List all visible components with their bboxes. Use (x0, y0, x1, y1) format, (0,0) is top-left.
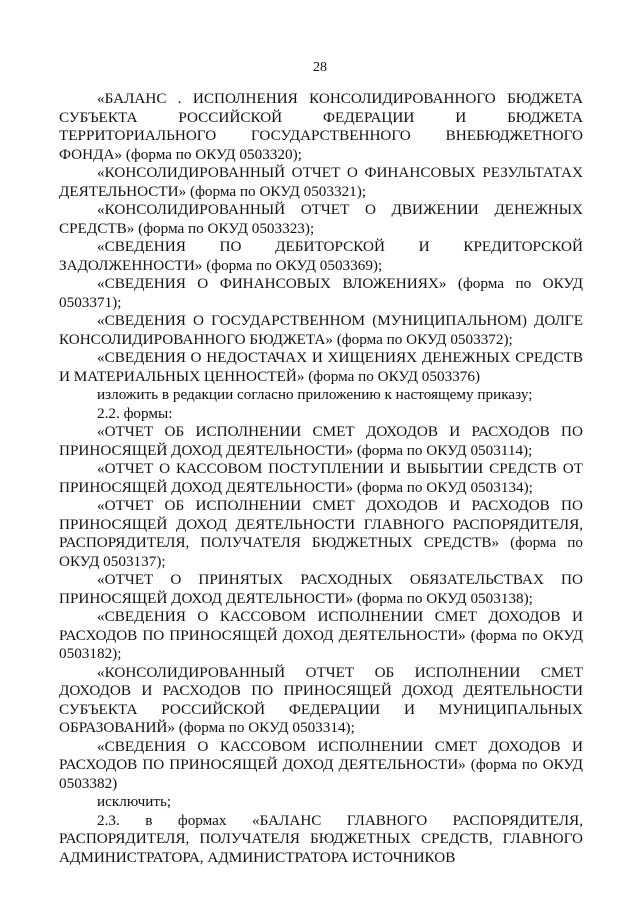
paragraph-section-2-3: 2.3. в формах «БАЛАНС ГЛАВНОГО РАСПОРЯДИТЕЛЯ, РАСПОРЯДИТЕЛЯ, ПОЛУЧАТЕЛЯ БЮДЖЕТНЫХ СРЕДСТВ, ГЛАВНОГО АДМИНИСТРАТОРА, АДМИНИСТРАТОРА ИСТОЧНИКОВ (59, 811, 583, 866)
paragraph-form-0503376: «СВЕДЕНИЯ О НЕДОСТАЧАХ И ХИЩЕНИЯХ ДЕНЕЖНЫХ СРЕДСТВ И МАТЕРИАЛЬНЫХ ЦЕННОСТЕЙ» (форма по ОКУД 0503376) (59, 349, 583, 385)
paragraph-form-0503114: «ОТЧЕТ ОБ ИСПОЛНЕНИИ СМЕТ ДОХОДОВ И РАСХОДОВ ПО ПРИНОСЯЩЕЙ ДОХОД ДЕЯТЕЛЬНОСТИ» (форма по ОКУД 0503114); (59, 423, 583, 459)
paragraph-form-0503372: «СВЕДЕНИЯ О ГОСУДАРСТВЕННОМ (МУНИЦИПАЛЬНОМ) ДОЛГЕ КОНСОЛИДИРОВАННОГО БЮДЖЕТА» (форма по ОКУД 0503372); (59, 312, 583, 348)
paragraph-form-0503321: «КОНСОЛИДИРОВАННЫЙ ОТЧЕТ О ФИНАНСОВЫХ РЕЗУЛЬТАТАХ ДЕЯТЕЛЬНОСТИ» (форма по ОКУД 0503321); (59, 164, 583, 200)
paragraph-exclude-clause: исключить; (97, 793, 172, 810)
paragraph-form-0503320: «БАЛАНС . ИСПОЛНЕНИЯ КОНСОЛИДИРОВАННОГО БЮДЖЕТА СУБЪЕКТА РОССИЙСКОЙ ФЕДЕРАЦИИ И БЮДЖЕТА ТЕРРИТОРИАЛЬНОГО ГОСУДАРСТВЕННОГО ВНЕБЮДЖЕТНОГО ФОНДА» (форма по ОКУД 0503320); (59, 90, 583, 163)
paragraph-form-0503182: «СВЕДЕНИЯ О КАССОВОМ ИСПОЛНЕНИИ СМЕТ ДОХОДОВ И РАСХОДОВ ПО ПРИНОСЯЩЕЙ ДОХОД ДЕЯТЕЛЬНОСТИ» (форма по ОКУД 0503182); (59, 608, 583, 662)
paragraph-section-2-2: 2.2. формы: (97, 404, 173, 422)
paragraph-form-0503382: «СВЕДЕНИЯ О КАССОВОМ ИСПОЛНЕНИИ СМЕТ ДОХОДОВ И РАСХОДОВ ПО ПРИНОСЯЩЕЙ ДОХОД ДЕЯТЕЛЬНОСТИ» (форма по ОКУД 0503382) (59, 737, 583, 792)
page-number: 28 (313, 60, 327, 75)
paragraph-form-0503138: «ОТЧЕТ О ПРИНЯТЫХ РАСХОДНЫХ ОБЯЗАТЕЛЬСТВАХ ПО ПРИНОСЯЩЕЙ ДОХОД ДЕЯТЕЛЬНОСТИ» (форма по ОКУД 0503138); (59, 571, 583, 607)
paragraph-restate-clause: изложить в редакции согласно приложению к настоящему приказу; (97, 386, 533, 403)
document-body (59, 90, 583, 867)
paragraph-form-0503369: «СВЕДЕНИЯ ПО ДЕБИТОРСКОЙ И КРЕДИТОРСКОЙ ЗАДОЛЖЕННОСТИ» (форма по ОКУД 0503369); (59, 238, 583, 274)
paragraph-form-0503137: «ОТЧЕТ ОБ ИСПОЛНЕНИИ СМЕТ ДОХОДОВ И РАСХОДОВ ПО ПРИНОСЯЩЕЙ ДОХОД ДЕЯТЕЛЬНОСТИ ГЛАВНОГО РАСПОРЯДИТЕЛЯ, РАСПОРЯДИТЕЛЯ, ПОЛУЧАТЕЛЯ БЮДЖЕТНЫХ СРЕДСТВ» (форма по ОКУД 0503137); (59, 497, 583, 570)
paragraph-form-0503314: «КОНСОЛИДИРОВАННЫЙ ОТЧЕТ ОБ ИСПОЛНЕНИИ СМЕТ ДОХОДОВ И РАСХОДОВ ПО ПРИНОСЯЩЕЙ ДОХОД ДЕЯТЕЛЬНОСТИ СУБЪЕКТА РОССИЙСКОЙ ФЕДЕРАЦИИ И МУНИЦИПАЛЬНЫХ ОБРАЗОВАНИЙ» (форма по ОКУД 0503314); (59, 663, 583, 736)
paragraph-form-0503323: «КОНСОЛИДИРОВАННЫЙ ОТЧЕТ О ДВИЖЕНИИ ДЕНЕЖНЫХ СРЕДСТВ» (форма по ОКУД 0503323); (59, 201, 583, 237)
paragraph-form-0503371: «СВЕДЕНИЯ О ФИНАНСОВЫХ ВЛОЖЕНИЯХ» (форма по ОКУД 0503371); (59, 275, 583, 311)
paragraph-form-0503134: «ОТЧЕТ О КАССОВОМ ПОСТУПЛЕНИИ И ВЫБЫТИИ СРЕДСТВ ОТ ПРИНОСЯЩЕЙ ДОХОД ДЕЯТЕЛЬНОСТИ» (форма по ОКУД 0503134); (59, 460, 583, 496)
